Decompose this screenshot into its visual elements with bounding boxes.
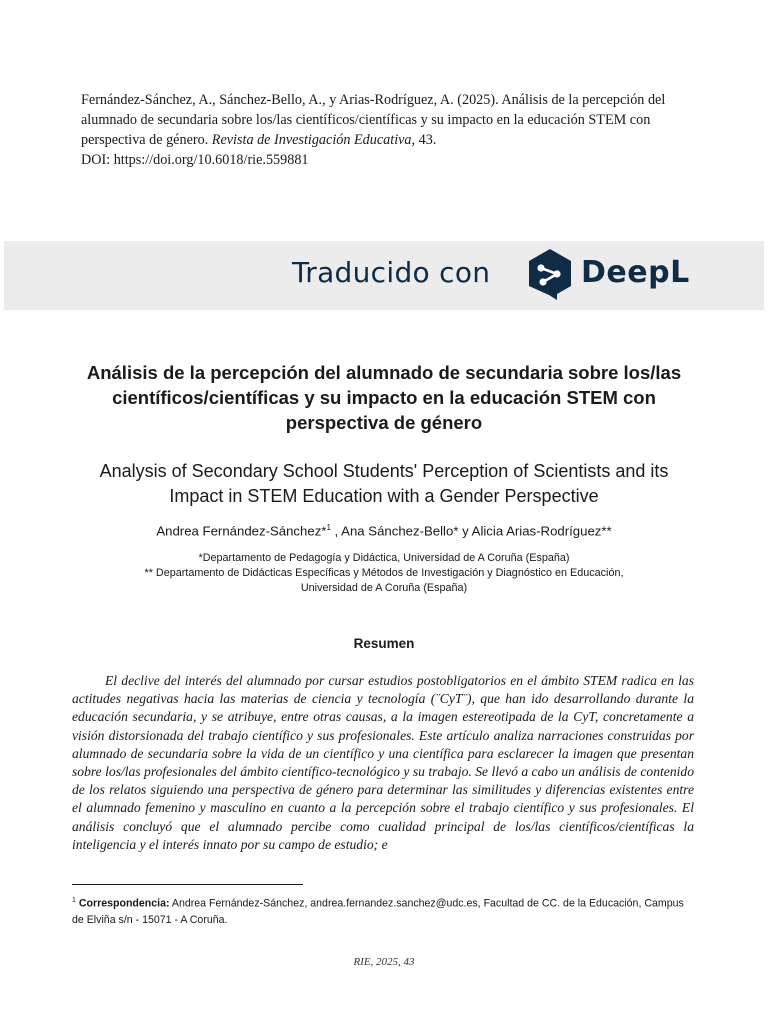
author-3: Alicia Arias-Rodríguez**	[471, 523, 612, 539]
affiliation-1: *Departamento de Pedagogía y Didáctica, Universidad de A Coruña (España)	[198, 552, 570, 564]
title-english: Analysis of Secondary School Students' Perception of Scientists and its Impact in STEM Education with a Gender Perspective	[99, 461, 669, 506]
citation-doi: DOI: https://doi.org/10.6018/rie.559881	[81, 152, 309, 168]
affiliation-2-cont: Universidad de A Coruña (España)	[300, 582, 468, 594]
citation-text: Fernández-Sánchez, A., Sánchez-Bello, A., y Arias-Rodríguez, A. (2025). Análisis de la percepción del alumnado de secundaria sobre los/las científicos/científicas y su impacto en la educación STEM con perspectiva de género.	[81, 92, 666, 148]
author-separator: ,	[330, 523, 342, 539]
author-list	[84, 523, 684, 538]
author-separator: y	[458, 523, 472, 539]
footnote-divider	[72, 884, 303, 885]
journal-name: Revista de Investigación Educativa,	[211, 132, 416, 148]
footnote-marker: 1	[72, 897, 76, 904]
author-1: Andrea Fernández-Sánchez*	[156, 523, 327, 539]
footnote-label: Correspondencia:	[78, 897, 170, 910]
journal-volume: 43.	[418, 132, 437, 148]
page-footer: RIE, 2025, 43	[353, 956, 415, 968]
abstract-text: El declive del interés del alumnado por cursar estudios postobligatorios en el ámbito STEM radica en las actitudes negativas hacia las materias de ciencia y tecnología (¨CyT¨), que han ido desarrollando durante la educación secundaria, y se atribuye, entre otras causas, a la imagen estereotipada de la CyT, concretamente a visión distorsionada del trabajo científico y sus profesionales. Este artículo analiza narraciones construidas por alumnado de secundaria sobre la vida de un científico y una científica para esclarecer la imagen que presentan sobre los/las profesionales del ámbito científico-tecnológico y su trabajo. Se llevó a cabo un análisis de contenido de los relatos siguiendo una perspectiva de género para determinar las similitudes y diferencias existentes entre el alumnado femenino y masculino en cuanto a la percepción sobre el trabajo científico y sus profesionales. El análisis concluyó que el alumnado percibe como cualidad principal de los/las científicos/científicas la inteligencia y el interés innato por su campo de estudio; e	[72, 673, 694, 852]
author-2: Ana Sánchez-Bello*	[341, 523, 459, 539]
footnote-text: Andrea Fernández-Sánchez, andrea.fernandez.sanchez@udc.es, Facultad de CC. de la Educación, Campus de Elviña s/n - 15071 - A Coruña.	[72, 897, 684, 926]
abstract-heading: Resumen	[353, 636, 415, 651]
banner-text: Traducido con	[292, 256, 491, 289]
deepl-brand: DeepL	[581, 255, 690, 290]
title-spanish: Análisis de la percepción del alumnado de secundaria sobre los/las científicos/científicas y su impacto en la educación STEM con perspectiva de género	[86, 362, 682, 433]
citation-block	[81, 90, 693, 170]
author-1-footnote-marker: 1	[326, 523, 331, 532]
deepl-logo-icon	[527, 248, 573, 301]
affiliation-2: ** Departamento de Didácticas Específicas y Métodos de Investigación y Diagnóstico en Educación,	[144, 567, 624, 579]
footnote	[72, 893, 694, 928]
